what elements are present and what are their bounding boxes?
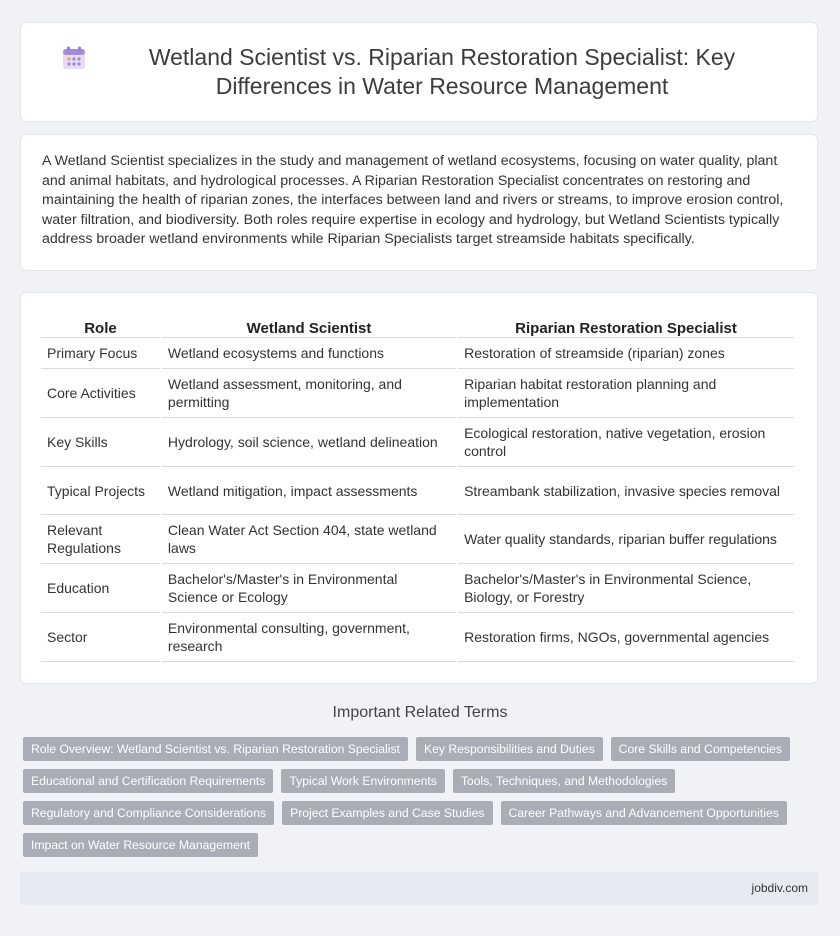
riparian-cell: Streambank stabilization, invasive species removal xyxy=(458,467,794,515)
header-card xyxy=(20,22,818,122)
wetland-cell: Wetland ecosystems and functions xyxy=(162,338,456,369)
related-terms-heading: Important Related Terms xyxy=(332,704,508,721)
related-term-tag[interactable]: Regulatory and Compliance Considerations xyxy=(23,801,274,825)
related-terms-list xyxy=(23,737,803,865)
wetland-cell: Wetland mitigation, impact assessments xyxy=(162,467,456,515)
related-term-tag[interactable]: Typical Work Environments xyxy=(281,769,444,793)
table-row xyxy=(41,418,794,467)
row-label: Education xyxy=(41,564,160,613)
row-label: Typical Projects xyxy=(41,467,160,515)
related-term-tag[interactable]: Core Skills and Competencies xyxy=(611,737,790,761)
wetland-cell: Clean Water Act Section 404, state wetland laws xyxy=(162,515,456,564)
riparian-cell: Bachelor's/Master's in Environmental Science, Biology, or Forestry xyxy=(458,564,794,613)
table-header-row xyxy=(41,315,794,338)
wetland-cell: Environmental consulting, government, research xyxy=(162,613,456,662)
table-row xyxy=(41,369,794,418)
comparison-table-card xyxy=(20,292,818,684)
footer-site-link[interactable]: jobdiv.com xyxy=(751,881,808,895)
table-row xyxy=(41,338,794,369)
riparian-cell: Riparian habitat restoration planning and implementation xyxy=(458,369,794,418)
wetland-cell: Wetland assessment, monitoring, and permitting xyxy=(162,369,456,418)
row-label: Primary Focus xyxy=(41,338,160,369)
footer xyxy=(20,872,818,905)
related-term-tag[interactable]: Educational and Certification Requirements xyxy=(23,769,273,793)
header-wetland-scientist: Wetland Scientist xyxy=(162,315,456,338)
related-term-tag[interactable]: Project Examples and Case Studies xyxy=(282,801,492,825)
row-label: Key Skills xyxy=(41,418,160,467)
row-label: Core Activities xyxy=(41,369,160,418)
intro-card xyxy=(20,134,818,271)
row-label: Sector xyxy=(41,613,160,662)
table-row xyxy=(41,613,794,662)
related-term-tag[interactable]: Tools, Techniques, and Methodologies xyxy=(453,769,675,793)
table-row xyxy=(41,564,794,613)
comparison-table xyxy=(39,315,796,662)
riparian-cell: Ecological restoration, native vegetation, erosion control xyxy=(458,418,794,467)
table-row xyxy=(41,515,794,564)
calendar-icon xyxy=(61,45,87,71)
row-label: Relevant Regulations xyxy=(41,515,160,564)
related-term-tag[interactable]: Key Responsibilities and Duties xyxy=(416,737,603,761)
riparian-cell: Restoration firms, NGOs, governmental agencies xyxy=(458,613,794,662)
riparian-cell: Restoration of streamside (riparian) zones xyxy=(458,338,794,369)
intro-text: A Wetland Scientist specializes in the study and management of wetland ecosystems, focusing on water quality, plant and animal habitats, and hydrological processes. A Riparian Restoration Specialist concentrates on restoring and maintaining the health of riparian zones, the interfaces between land and rivers or streams, to improve erosion control, water filtration, and biodiversity. Both roles require expertise in ecology and hydrology, but Wetland Scientists typically address broader wetland environments while Riparian Specialists target streamside habitats specifically. xyxy=(42,153,784,248)
related-term-tag[interactable]: Impact on Water Resource Management xyxy=(23,833,258,857)
wetland-cell: Hydrology, soil science, wetland delineation xyxy=(162,418,456,467)
table-row xyxy=(41,467,794,515)
related-term-tag[interactable]: Career Pathways and Advancement Opportunities xyxy=(501,801,787,825)
related-term-tag[interactable]: Role Overview: Wetland Scientist vs. Riparian Restoration Specialist xyxy=(23,737,408,761)
header-riparian-specialist: Riparian Restoration Specialist xyxy=(458,315,794,338)
riparian-cell: Water quality standards, riparian buffer regulations xyxy=(458,515,794,564)
page-title: Wetland Scientist vs. Riparian Restoration Specialist: Key Differences in Water Resource Management xyxy=(148,44,736,99)
header-role: Role xyxy=(41,315,160,338)
wetland-cell: Bachelor's/Master's in Environmental Science or Ecology xyxy=(162,564,456,613)
